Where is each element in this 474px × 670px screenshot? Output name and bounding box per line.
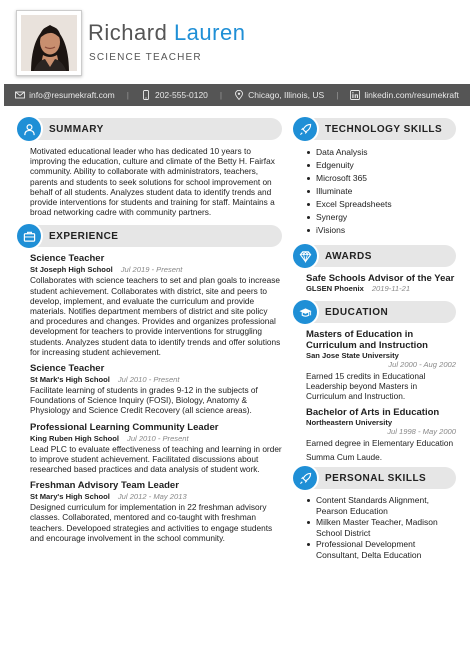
job-company: St Joseph High School [30, 265, 113, 275]
graduation-cap-icon [299, 306, 312, 319]
experience-badge [17, 224, 41, 248]
linkedin-icon [350, 90, 360, 100]
experience-section-header [18, 225, 282, 247]
list-item: Milken Master Teacher, Madison School District [306, 517, 456, 538]
awards-badge [293, 244, 317, 268]
user-icon [23, 123, 36, 136]
summary-title: SUMMARY [49, 123, 104, 135]
contact-location [234, 90, 324, 100]
award-title: Safe Schools Advisor of the Year [306, 273, 455, 284]
awards-section-header [294, 245, 456, 267]
job-role: Professional Learning Community Leader [30, 421, 219, 433]
education-note: Earned 15 credits in Educational Leadership beyond Masters in Curriculum and Instruction. [306, 371, 426, 402]
award-meta [306, 284, 456, 293]
personal-title: PERSONAL SKILLS [325, 472, 427, 484]
job-dates: Jul 2019 - Present [120, 265, 183, 275]
job-meta [30, 375, 282, 384]
rocket-icon [299, 123, 312, 136]
education-school: San Jose State University [306, 351, 399, 360]
education-note: Summa Cum Laude. [306, 451, 383, 462]
job-entry [18, 363, 282, 416]
contact-email[interactable] [15, 90, 115, 100]
summary-badge [17, 117, 41, 141]
technology-title: TECHNOLOGY SKILLS [325, 123, 443, 135]
technology-badge [293, 117, 317, 141]
job-entry [18, 253, 282, 357]
list-item: Content Standards Alignment, Pearson Education [306, 495, 456, 516]
job-role: Science Teacher [30, 253, 105, 265]
job-meta [30, 434, 282, 443]
contact-phone[interactable] [141, 90, 208, 100]
list-item: Edgenuity [306, 159, 456, 172]
education-entry [294, 407, 456, 462]
contact-linkedin-text: linkedin.com/resumekraft [364, 90, 459, 100]
job-dates: Jul 2010 - Present [127, 433, 189, 443]
list-item: Excel Spreadsheets [306, 198, 456, 211]
list-item: Data Analysis [306, 146, 456, 159]
email-icon [15, 90, 25, 100]
job-company: King Ruben High School [30, 433, 120, 443]
list-item: Professional Development Consultant, Delta Education [306, 539, 456, 560]
phone-icon [141, 90, 151, 100]
award-entry [294, 273, 456, 293]
list-item: Synergy [306, 211, 456, 224]
last-name: Lauren [173, 20, 246, 45]
list-item: iVisions [306, 224, 456, 237]
rocket-icon [299, 472, 312, 485]
personal-list [294, 495, 456, 560]
contact-divider: | [336, 90, 339, 100]
list-item: Microsoft 365 [306, 172, 456, 185]
contact-linkedin[interactable] [350, 90, 458, 100]
first-name: Richard [88, 20, 168, 45]
diamond-icon [299, 250, 312, 263]
job-meta [30, 492, 282, 501]
education-section-header [294, 301, 456, 323]
list-item: Illuminate [306, 185, 456, 198]
job-description: Lead PLC to evaluate effectiveness of teaching and learning in order to improve student achievement. Facilitated discussions about researched based practices and data analysis of student work. [30, 443, 282, 475]
awards-title: AWARDS [325, 250, 372, 262]
job-company: St Mary's High School [30, 492, 110, 502]
education-school: Northeastern University [306, 417, 393, 427]
summary-text: Motivated educational leader who has dedicated 10 years to improving the education, culture and climate of the Betty H. Fairfax community. Ability to collaborate with administrators, teachers, parents and students to seek solutions for school improvement on behalf of all students. Analyzes student data to identify trends and provide interventions for students and training for staff. Maintains a broad networking cadre with community partners. [30, 146, 275, 218]
contact-divider: | [219, 90, 223, 100]
contact-email-text: info@resumekraft.com [29, 90, 115, 100]
award-org: GLSEN Phoenix [306, 284, 364, 293]
job-description: Facilitate learning of students in grades 9-12 in the subjects of Foundations of Science Inquiry (FOSI), Biology, Anatomy & Physiology and Science Credit Recovery (all science areas). [30, 385, 258, 416]
education-note: Earned degree in Elementary Education [306, 437, 454, 448]
education-dates: Jul 1998 - May 2000 [387, 426, 456, 436]
left-column [18, 118, 282, 549]
technology-list [294, 146, 456, 237]
contact-location-text: Chicago, Illinois, US [248, 90, 325, 100]
contact-phone-text: 202-555-0120 [154, 90, 208, 100]
education-degree: Bachelor of Arts in Education [306, 406, 440, 418]
right-column [294, 118, 456, 561]
personal-badge [293, 466, 317, 490]
education-degree: Masters of Education in Curriculum and Instruction [306, 329, 428, 351]
job-description: Designed curriculum for implementation in 22 freshman advisory classes. Collaborated, mentored and co-taught with freshman teachers. Developoed strategies and activities to engage students and encourage involvement in the school community. [30, 502, 273, 543]
briefcase-icon [23, 230, 36, 243]
contact-divider: | [126, 90, 129, 100]
experience-title: EXPERIENCE [49, 230, 119, 242]
job-role: Science Teacher [30, 363, 105, 375]
award-date: 2019-11-21 [371, 284, 411, 293]
job-title: SCIENCE TEACHER [89, 52, 202, 63]
education-badge [293, 300, 317, 324]
candidate-name [88, 22, 245, 44]
profile-photo-frame [16, 10, 82, 76]
job-description: Collaborates with science teachers to set and plan goals to increase student achievement. Collaborates with district, site and peers to develop, implement, and evaluate the curriculum and provide materials. Notifies department members of district and site policy and procedures and changes. Provides and organizes professional development for teachers to provide interventions for struggling students. Analyzes student data to identify trends and offer solutions for increasing student achievement. [30, 275, 281, 357]
job-meta [30, 265, 282, 274]
education-dates: Jul 2000 - Aug 2002 [388, 360, 456, 369]
job-company: St Mark's High School [30, 375, 110, 385]
profile-photo [21, 15, 77, 71]
summary-section-header [18, 118, 282, 140]
job-role: Freshman Advisory Team Leader [30, 480, 179, 492]
job-dates: Jul 2012 - May 2013 [117, 492, 187, 502]
education-title: EDUCATION [325, 306, 389, 318]
personal-section-header [294, 467, 456, 489]
education-entry [294, 329, 456, 402]
technology-section-header [294, 118, 456, 140]
job-entry [18, 422, 282, 475]
job-dates: Jul 2010 - Present [117, 375, 180, 385]
location-pin-icon [234, 90, 244, 100]
job-entry [18, 480, 282, 543]
contact-bar [4, 84, 470, 106]
